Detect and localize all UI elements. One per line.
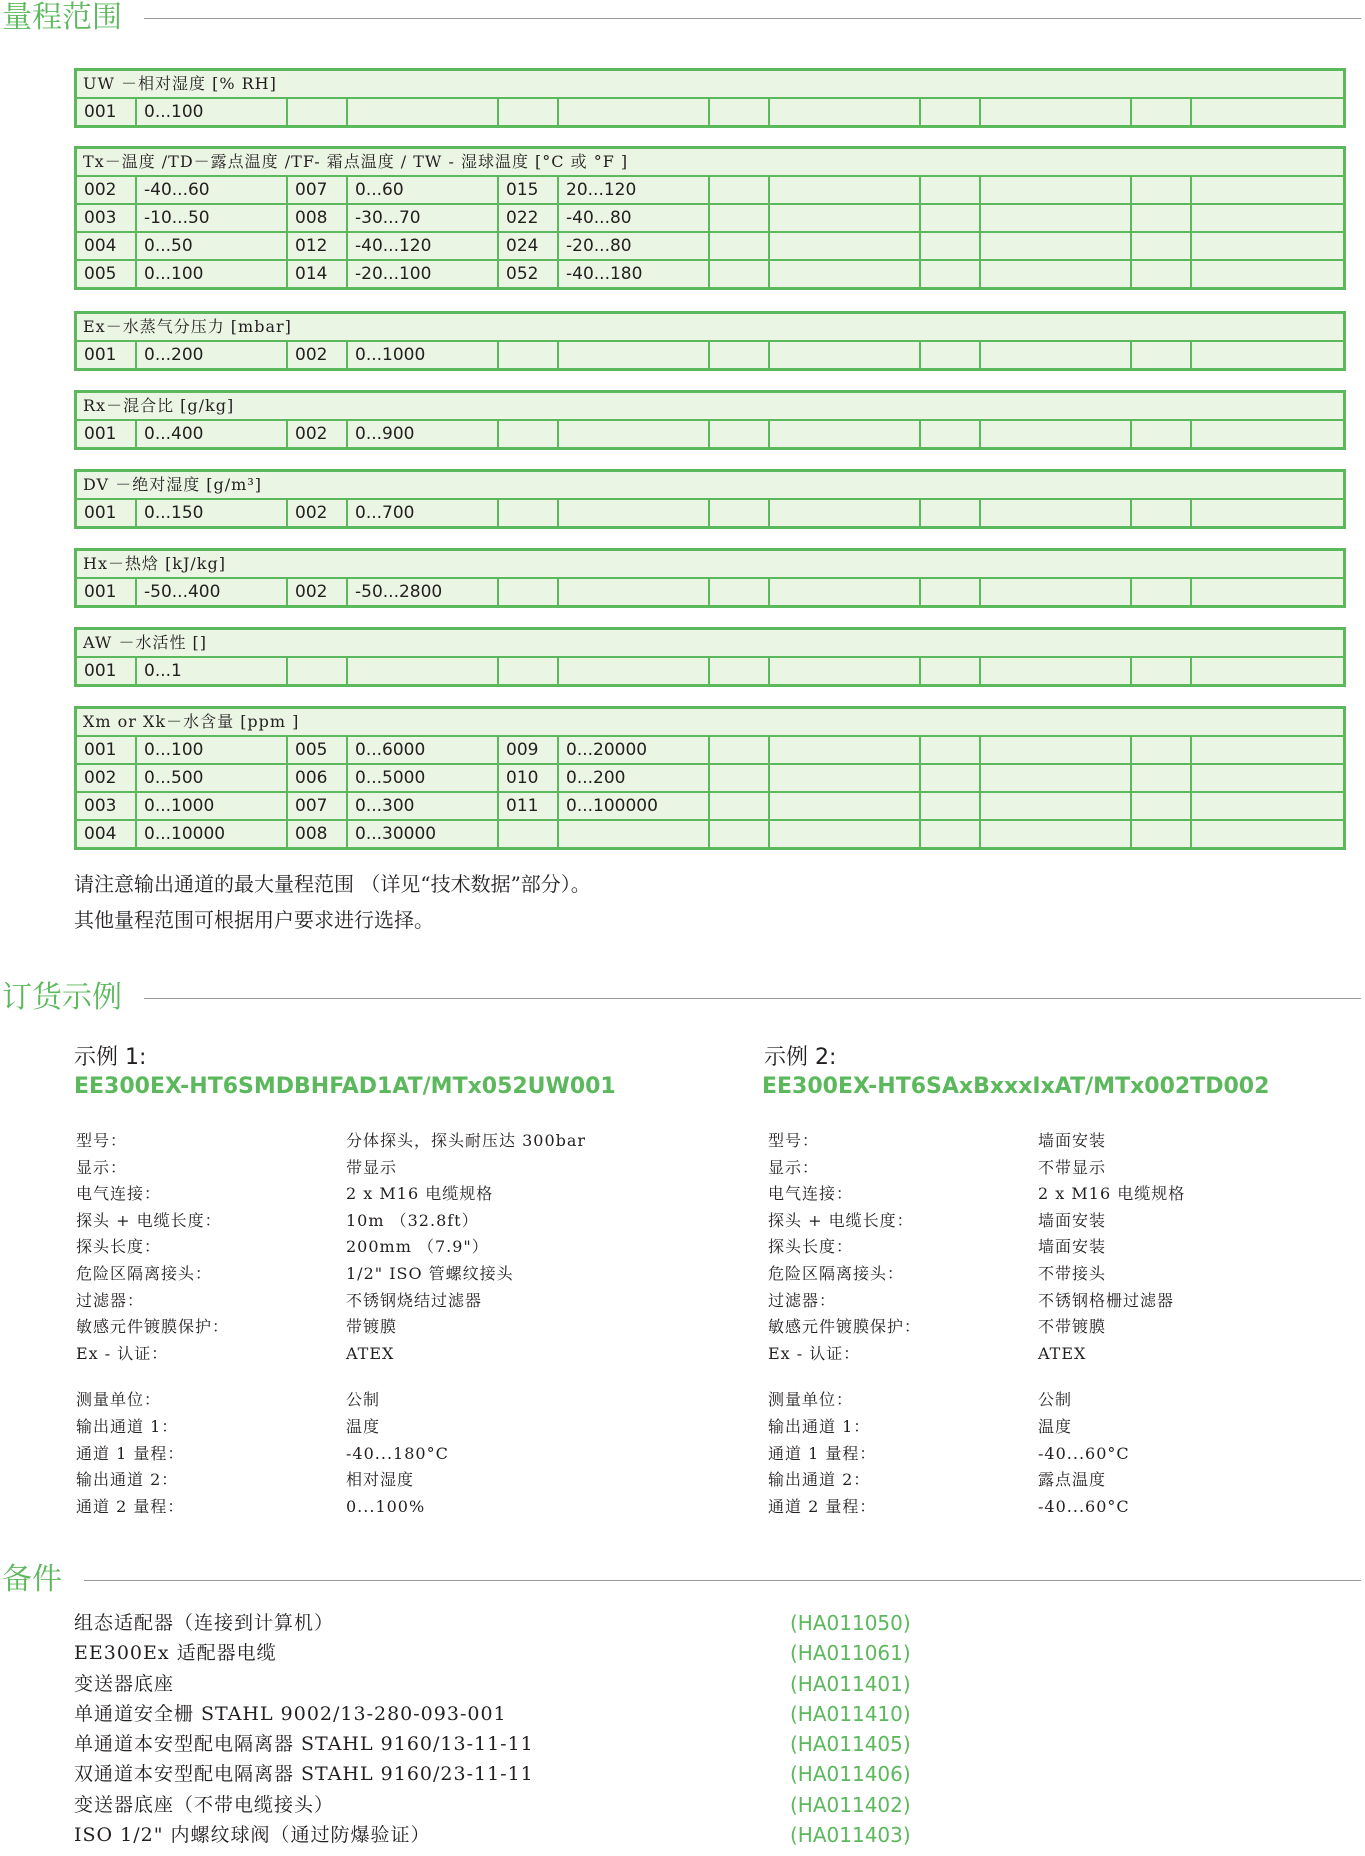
range-table — [74, 548, 1346, 608]
range-value-cell — [981, 737, 1132, 763]
section-divider — [144, 18, 1361, 19]
range-value-cell — [559, 342, 710, 368]
range-value-cell — [1192, 99, 1343, 125]
spec-label: 探头长度： — [76, 1237, 162, 1257]
range-code-cell: 002 — [288, 342, 348, 368]
range-value-cell: -40...80 — [559, 205, 710, 231]
spec-label: Ex - 认证： — [768, 1343, 861, 1363]
range-table-header: Ex－水蒸气分压力 [mbar] — [77, 314, 1343, 342]
spec-value: 分体探头，探头耐压达 300bar — [346, 1131, 587, 1150]
range-value-cell — [1192, 765, 1343, 791]
spec-label: 显示： — [768, 1157, 820, 1177]
range-value-cell: 0...100 — [137, 737, 288, 763]
range-value-cell: -50...400 — [137, 579, 288, 605]
range-code-cell — [921, 177, 981, 203]
table-row — [77, 177, 1343, 205]
range-code-cell — [921, 342, 981, 368]
spec-value: 墙面安装 — [1038, 1210, 1107, 1230]
spec-label: 测量单位： — [768, 1390, 854, 1410]
range-value-cell: 0...200 — [559, 765, 710, 791]
range-value-cell: 0...150 — [137, 500, 288, 526]
range-code-cell: 006 — [288, 765, 348, 791]
range-code-cell: 005 — [288, 737, 348, 763]
range-code-cell — [1132, 342, 1192, 368]
range-table — [74, 390, 1346, 450]
accessory-name: ISO 1/2" 内螺纹球阀（通过防爆验证） — [74, 1824, 431, 1847]
table-row — [77, 261, 1343, 287]
spec-label: 通道 1 量程： — [768, 1443, 877, 1463]
list-item — [74, 1638, 1334, 1668]
range-table-header: Xm or Xk－水含量 [ppm ] — [77, 709, 1343, 737]
range-value-cell — [1192, 261, 1343, 287]
accessory-code: (HA011402) — [790, 1792, 911, 1817]
range-value-cell — [1192, 205, 1343, 231]
range-code-cell: 002 — [77, 177, 137, 203]
table-row — [77, 205, 1343, 233]
range-value-cell — [981, 99, 1132, 125]
range-value-cell — [1192, 793, 1343, 819]
spec-value: 公制 — [346, 1390, 381, 1410]
range-value-cell: -40...60 — [137, 177, 288, 203]
range-value-cell: 0...10000 — [137, 821, 288, 847]
accessory-code: (HA011401) — [790, 1671, 911, 1696]
spec-value: 温度 — [346, 1416, 381, 1436]
range-code-cell: 001 — [77, 342, 137, 368]
range-value-cell: -10...50 — [137, 205, 288, 231]
range-value-cell — [770, 233, 921, 259]
spec-label: 测量单位： — [76, 1390, 162, 1410]
range-value-cell: 0...1000 — [348, 342, 499, 368]
range-value-cell: 20...120 — [559, 177, 710, 203]
range-code-cell — [499, 99, 559, 125]
range-code-cell — [1132, 205, 1192, 231]
range-value-cell — [981, 658, 1132, 684]
range-value-cell — [1192, 233, 1343, 259]
spec-label: 通道 1 量程： — [76, 1443, 185, 1463]
accessory-code: (HA011410) — [790, 1701, 911, 1726]
range-code-cell — [1132, 500, 1192, 526]
range-value-cell — [1192, 177, 1343, 203]
range-value-cell: -50...2800 — [348, 579, 499, 605]
spec-label: 型号： — [768, 1131, 820, 1150]
table-row — [77, 765, 1343, 793]
range-value-cell: 0...100 — [137, 99, 288, 125]
accessory-code: (HA011061) — [790, 1641, 911, 1666]
range-code-cell — [710, 421, 770, 447]
range-value-cell — [348, 658, 499, 684]
range-table-header: DV －绝对湿度 [g/m³] — [77, 472, 1343, 500]
range-code-cell: 007 — [288, 793, 348, 819]
range-value-cell — [770, 821, 921, 847]
range-code-cell — [921, 99, 981, 125]
range-table-header: AW －水活性 [] — [77, 630, 1343, 658]
range-value-cell: 0...100000 — [559, 793, 710, 819]
range-value-cell: 0...500 — [137, 765, 288, 791]
range-code-cell: 005 — [77, 261, 137, 287]
range-value-cell — [1192, 421, 1343, 447]
range-code-cell: 010 — [499, 765, 559, 791]
spec-value: -40...60°C — [1038, 1496, 1130, 1516]
range-value-cell: 0...5000 — [348, 765, 499, 791]
range-value-cell — [981, 793, 1132, 819]
range-value-cell: -20...100 — [348, 261, 499, 287]
spec-label: 危险区隔离接头： — [768, 1263, 905, 1283]
section-divider — [144, 998, 1361, 999]
spec-value: -40...180°C — [346, 1443, 449, 1463]
range-table — [74, 469, 1346, 529]
range-table — [74, 311, 1346, 371]
range-table-header: Tx－温度 /TD－露点温度 /TF- 霜点温度 / TW - 湿球温度 [°C 或 °F ] — [77, 149, 1343, 177]
accessory-code: (HA011050) — [790, 1611, 911, 1635]
range-value-cell — [770, 793, 921, 819]
range-code-cell — [921, 205, 981, 231]
range-value-cell — [559, 421, 710, 447]
spec-label: 探头 + 电缆长度： — [768, 1210, 914, 1230]
range-value-cell — [770, 177, 921, 203]
range-value-cell — [981, 342, 1132, 368]
range-value-cell — [981, 821, 1132, 847]
range-value-cell — [981, 579, 1132, 605]
range-table — [74, 706, 1346, 850]
spec-value: ATEX — [346, 1343, 395, 1363]
range-value-cell: 0...100 — [137, 261, 288, 287]
range-code-cell: 012 — [288, 233, 348, 259]
section-title-accessories: 备件 — [2, 1562, 62, 1597]
range-table — [74, 68, 1346, 128]
range-value-cell: 0...900 — [348, 421, 499, 447]
range-code-cell — [499, 421, 559, 447]
range-value-cell — [770, 205, 921, 231]
range-value-cell — [770, 342, 921, 368]
range-value-cell — [981, 233, 1132, 259]
table-row — [77, 737, 1343, 765]
range-code-cell: 022 — [499, 205, 559, 231]
range-value-cell: 0...400 — [137, 421, 288, 447]
section-header-accessories — [0, 1562, 1365, 1602]
range-value-cell — [1192, 821, 1343, 847]
spec-value: 不锈钢格栅过滤器 — [1038, 1290, 1175, 1310]
table-row — [77, 821, 1343, 847]
spec-label: 输出通道 1： — [768, 1416, 871, 1436]
accessory-code: (HA011403) — [790, 1823, 911, 1848]
range-value-cell — [770, 737, 921, 763]
spec-label: 过滤器： — [76, 1290, 145, 1310]
range-value-cell: -40...180 — [559, 261, 710, 287]
table-row — [77, 342, 1343, 368]
accessory-name: 双通道本安型配电隔离器 STAHL 9160/23-11-11 — [74, 1763, 534, 1786]
range-code-cell — [1132, 821, 1192, 847]
range-code-cell: 001 — [77, 579, 137, 605]
range-code-cell — [921, 500, 981, 526]
range-code-cell: 024 — [499, 233, 559, 259]
range-value-cell — [770, 765, 921, 791]
example-1-label: 示例 1: — [74, 1045, 147, 1070]
range-code-cell: 001 — [77, 658, 137, 684]
range-code-cell — [1132, 261, 1192, 287]
accessory-name: 变送器底座（不带电缆接头） — [74, 1793, 335, 1816]
spec-value: -40...60°C — [1038, 1443, 1130, 1463]
range-code-cell — [710, 99, 770, 125]
range-code-cell: 001 — [77, 99, 137, 125]
range-code-cell: 003 — [77, 793, 137, 819]
spec-label: 电气连接： — [768, 1184, 854, 1204]
range-code-cell — [1132, 99, 1192, 125]
range-value-cell — [1192, 579, 1343, 605]
range-table-header: UW －相对湿度 [% RH] — [77, 71, 1343, 99]
spec-value: 200mm （7.9"） — [346, 1237, 489, 1257]
spec-label: 敏感元件镀膜保护： — [768, 1317, 922, 1337]
range-code-cell — [710, 793, 770, 819]
list-item — [74, 1699, 1334, 1729]
spec-value: 不带显示 — [1038, 1157, 1107, 1177]
range-value-cell — [770, 421, 921, 447]
range-code-cell: 008 — [288, 821, 348, 847]
range-value-cell: -40...120 — [348, 233, 499, 259]
section-divider — [84, 1580, 1361, 1581]
spec-value: 墙面安装 — [1038, 1131, 1107, 1150]
range-code-cell — [921, 261, 981, 287]
example-2-label: 示例 2: — [764, 1045, 837, 1070]
range-code-cell: 001 — [77, 500, 137, 526]
range-code-cell — [499, 342, 559, 368]
table-row — [77, 579, 1343, 605]
spec-value: 公制 — [1038, 1390, 1073, 1410]
note-max-range: 请注意输出通道的最大量程范围 （详见“技术数据”部分）。 — [74, 872, 591, 896]
range-code-cell — [921, 421, 981, 447]
range-code-cell — [499, 821, 559, 847]
range-code-cell: 014 — [288, 261, 348, 287]
range-code-cell: 002 — [77, 765, 137, 791]
spec-label: 通道 2 量程： — [76, 1496, 185, 1516]
spec-value: 带显示 — [346, 1157, 398, 1177]
spec-label: 过滤器： — [768, 1290, 837, 1310]
spec-value: 1/2" ISO 管螺纹接头 — [346, 1263, 514, 1283]
range-value-cell — [981, 500, 1132, 526]
range-value-cell — [1192, 658, 1343, 684]
range-code-cell: 002 — [288, 500, 348, 526]
spec-label: 型号： — [76, 1131, 128, 1150]
range-code-cell — [1132, 658, 1192, 684]
accessory-code: (HA011405) — [790, 1732, 911, 1757]
range-code-cell — [710, 579, 770, 605]
range-code-cell: 004 — [77, 821, 137, 847]
range-value-cell — [559, 99, 710, 125]
range-value-cell — [348, 99, 499, 125]
range-code-cell — [710, 821, 770, 847]
range-code-cell — [710, 177, 770, 203]
range-table-header: Hx－热焓 [kJ/kg] — [77, 551, 1343, 579]
range-value-cell: 0...700 — [348, 500, 499, 526]
spec-label: 敏感元件镀膜保护： — [76, 1317, 230, 1337]
range-code-cell — [921, 658, 981, 684]
spec-label: 输出通道 2： — [76, 1470, 179, 1490]
range-code-cell — [499, 579, 559, 605]
list-item — [74, 1759, 1334, 1789]
accessory-name: 单通道本安型配电隔离器 STAHL 9160/13-11-11 — [74, 1733, 534, 1756]
range-value-cell — [559, 821, 710, 847]
range-value-cell — [770, 658, 921, 684]
range-value-cell — [1192, 500, 1343, 526]
range-value-cell: 0...1 — [137, 658, 288, 684]
range-code-cell — [710, 737, 770, 763]
range-value-cell — [559, 658, 710, 684]
section-header-order-examples — [0, 980, 1365, 1020]
spec-value: 相对湿度 — [346, 1470, 415, 1490]
range-code-cell — [921, 765, 981, 791]
range-code-cell — [710, 500, 770, 526]
range-code-cell: 003 — [77, 205, 137, 231]
accessory-name: 组态适配器（连接到计算机） — [74, 1612, 335, 1634]
range-table — [74, 146, 1346, 290]
range-value-cell — [770, 579, 921, 605]
spec-value: 2 x M16 电缆规格 — [346, 1184, 494, 1204]
range-value-cell: -20...80 — [559, 233, 710, 259]
spec-label: 通道 2 量程： — [768, 1496, 877, 1516]
spec-label: 探头 + 电缆长度： — [76, 1210, 222, 1230]
range-code-cell: 001 — [77, 737, 137, 763]
range-code-cell — [288, 99, 348, 125]
example-1-code: EE300EX-HT6SMDBHFAD1AT/MTx052UW001 — [74, 1074, 616, 1099]
list-item — [74, 1820, 1334, 1850]
range-code-cell — [921, 579, 981, 605]
table-row — [77, 421, 1343, 447]
range-code-cell: 001 — [77, 421, 137, 447]
range-value-cell — [770, 99, 921, 125]
list-item — [74, 1790, 1334, 1820]
range-value-cell: 0...60 — [348, 177, 499, 203]
list-item — [74, 1608, 1334, 1638]
range-code-cell: 007 — [288, 177, 348, 203]
spec-value: ATEX — [1038, 1343, 1087, 1363]
section-header-ranges — [0, 0, 1365, 40]
range-value-cell — [1192, 342, 1343, 368]
note-other-ranges: 其他量程范围可根据用户要求进行选择。 — [74, 908, 434, 932]
range-code-cell: 052 — [499, 261, 559, 287]
list-item — [74, 1729, 1334, 1759]
accessory-name: EE300Ex 适配器电缆 — [74, 1642, 277, 1665]
range-value-cell: 0...20000 — [559, 737, 710, 763]
range-value-cell — [559, 500, 710, 526]
spec-value: 不带镀膜 — [1038, 1317, 1107, 1337]
range-code-cell — [921, 737, 981, 763]
range-value-cell — [981, 765, 1132, 791]
section-title-ranges: 量程范围 — [2, 0, 122, 35]
range-code-cell: 009 — [499, 737, 559, 763]
range-code-cell: 004 — [77, 233, 137, 259]
range-value-cell: 0...50 — [137, 233, 288, 259]
spec-label: 电气连接： — [76, 1184, 162, 1204]
range-code-cell — [1132, 765, 1192, 791]
spec-label: 输出通道 2： — [768, 1470, 871, 1490]
range-value-cell — [770, 261, 921, 287]
spec-label: 探头长度： — [768, 1237, 854, 1257]
range-value-cell — [770, 500, 921, 526]
range-table-header: Rx－混合比 [g/kg] — [77, 393, 1343, 421]
range-code-cell — [921, 793, 981, 819]
spec-value: 2 x M16 电缆规格 — [1038, 1184, 1186, 1204]
range-code-cell — [1132, 233, 1192, 259]
range-code-cell — [288, 658, 348, 684]
table-row — [77, 500, 1343, 526]
spec-value: 10m （32.8ft） — [346, 1210, 479, 1230]
range-code-cell — [499, 658, 559, 684]
section-title-order-examples: 订货示例 — [2, 980, 122, 1015]
range-code-cell: 008 — [288, 205, 348, 231]
spec-value: 露点温度 — [1038, 1470, 1107, 1490]
spec-value: 带镀膜 — [346, 1317, 398, 1337]
range-value-cell — [559, 579, 710, 605]
spec-label: 输出通道 1： — [76, 1416, 179, 1436]
range-value-cell — [981, 421, 1132, 447]
range-code-cell: 002 — [288, 421, 348, 447]
table-row — [77, 233, 1343, 261]
range-code-cell — [710, 233, 770, 259]
spec-value: 墙面安装 — [1038, 1237, 1107, 1257]
table-row — [77, 658, 1343, 684]
range-value-cell: 0...6000 — [348, 737, 499, 763]
range-code-cell — [710, 342, 770, 368]
range-value-cell — [981, 177, 1132, 203]
range-value-cell: 0...200 — [137, 342, 288, 368]
accessories-list — [74, 1608, 1334, 1850]
example-2-code: EE300EX-HT6SAxBxxxIxAT/MTx002TD002 — [762, 1074, 1270, 1099]
range-value-cell: 0...1000 — [137, 793, 288, 819]
table-row — [77, 99, 1343, 125]
range-code-cell — [1132, 579, 1192, 605]
accessory-name: 变送器底座 — [74, 1672, 175, 1695]
range-code-cell: 011 — [499, 793, 559, 819]
spec-label: Ex - 认证： — [76, 1343, 169, 1363]
range-code-cell — [1132, 421, 1192, 447]
range-code-cell — [710, 205, 770, 231]
range-value-cell: 0...30000 — [348, 821, 499, 847]
range-code-cell — [921, 821, 981, 847]
range-code-cell — [499, 500, 559, 526]
range-table — [74, 627, 1346, 687]
spec-value: 不锈钢烧结过滤器 — [346, 1290, 483, 1310]
range-value-cell: 0...300 — [348, 793, 499, 819]
accessory-code: (HA011406) — [790, 1762, 911, 1787]
spec-label: 显示： — [76, 1157, 128, 1177]
range-code-cell: 002 — [288, 579, 348, 605]
spec-label: 危险区隔离接头： — [76, 1263, 213, 1283]
range-code-cell — [710, 765, 770, 791]
range-code-cell — [710, 658, 770, 684]
range-code-cell: 015 — [499, 177, 559, 203]
range-value-cell — [981, 261, 1132, 287]
list-item — [74, 1669, 1334, 1699]
table-row — [77, 793, 1343, 821]
spec-value: 不带接头 — [1038, 1263, 1107, 1283]
spec-value: 温度 — [1038, 1416, 1073, 1436]
spec-value: 0...100% — [346, 1496, 426, 1516]
range-code-cell — [1132, 737, 1192, 763]
range-code-cell — [710, 261, 770, 287]
range-code-cell — [1132, 177, 1192, 203]
range-value-cell — [1192, 737, 1343, 763]
accessory-name: 单通道安全栅 STAHL 9002/13-280-093-001 — [74, 1702, 507, 1725]
range-code-cell — [921, 233, 981, 259]
range-code-cell — [1132, 793, 1192, 819]
range-value-cell — [981, 205, 1132, 231]
range-value-cell: -30...70 — [348, 205, 499, 231]
